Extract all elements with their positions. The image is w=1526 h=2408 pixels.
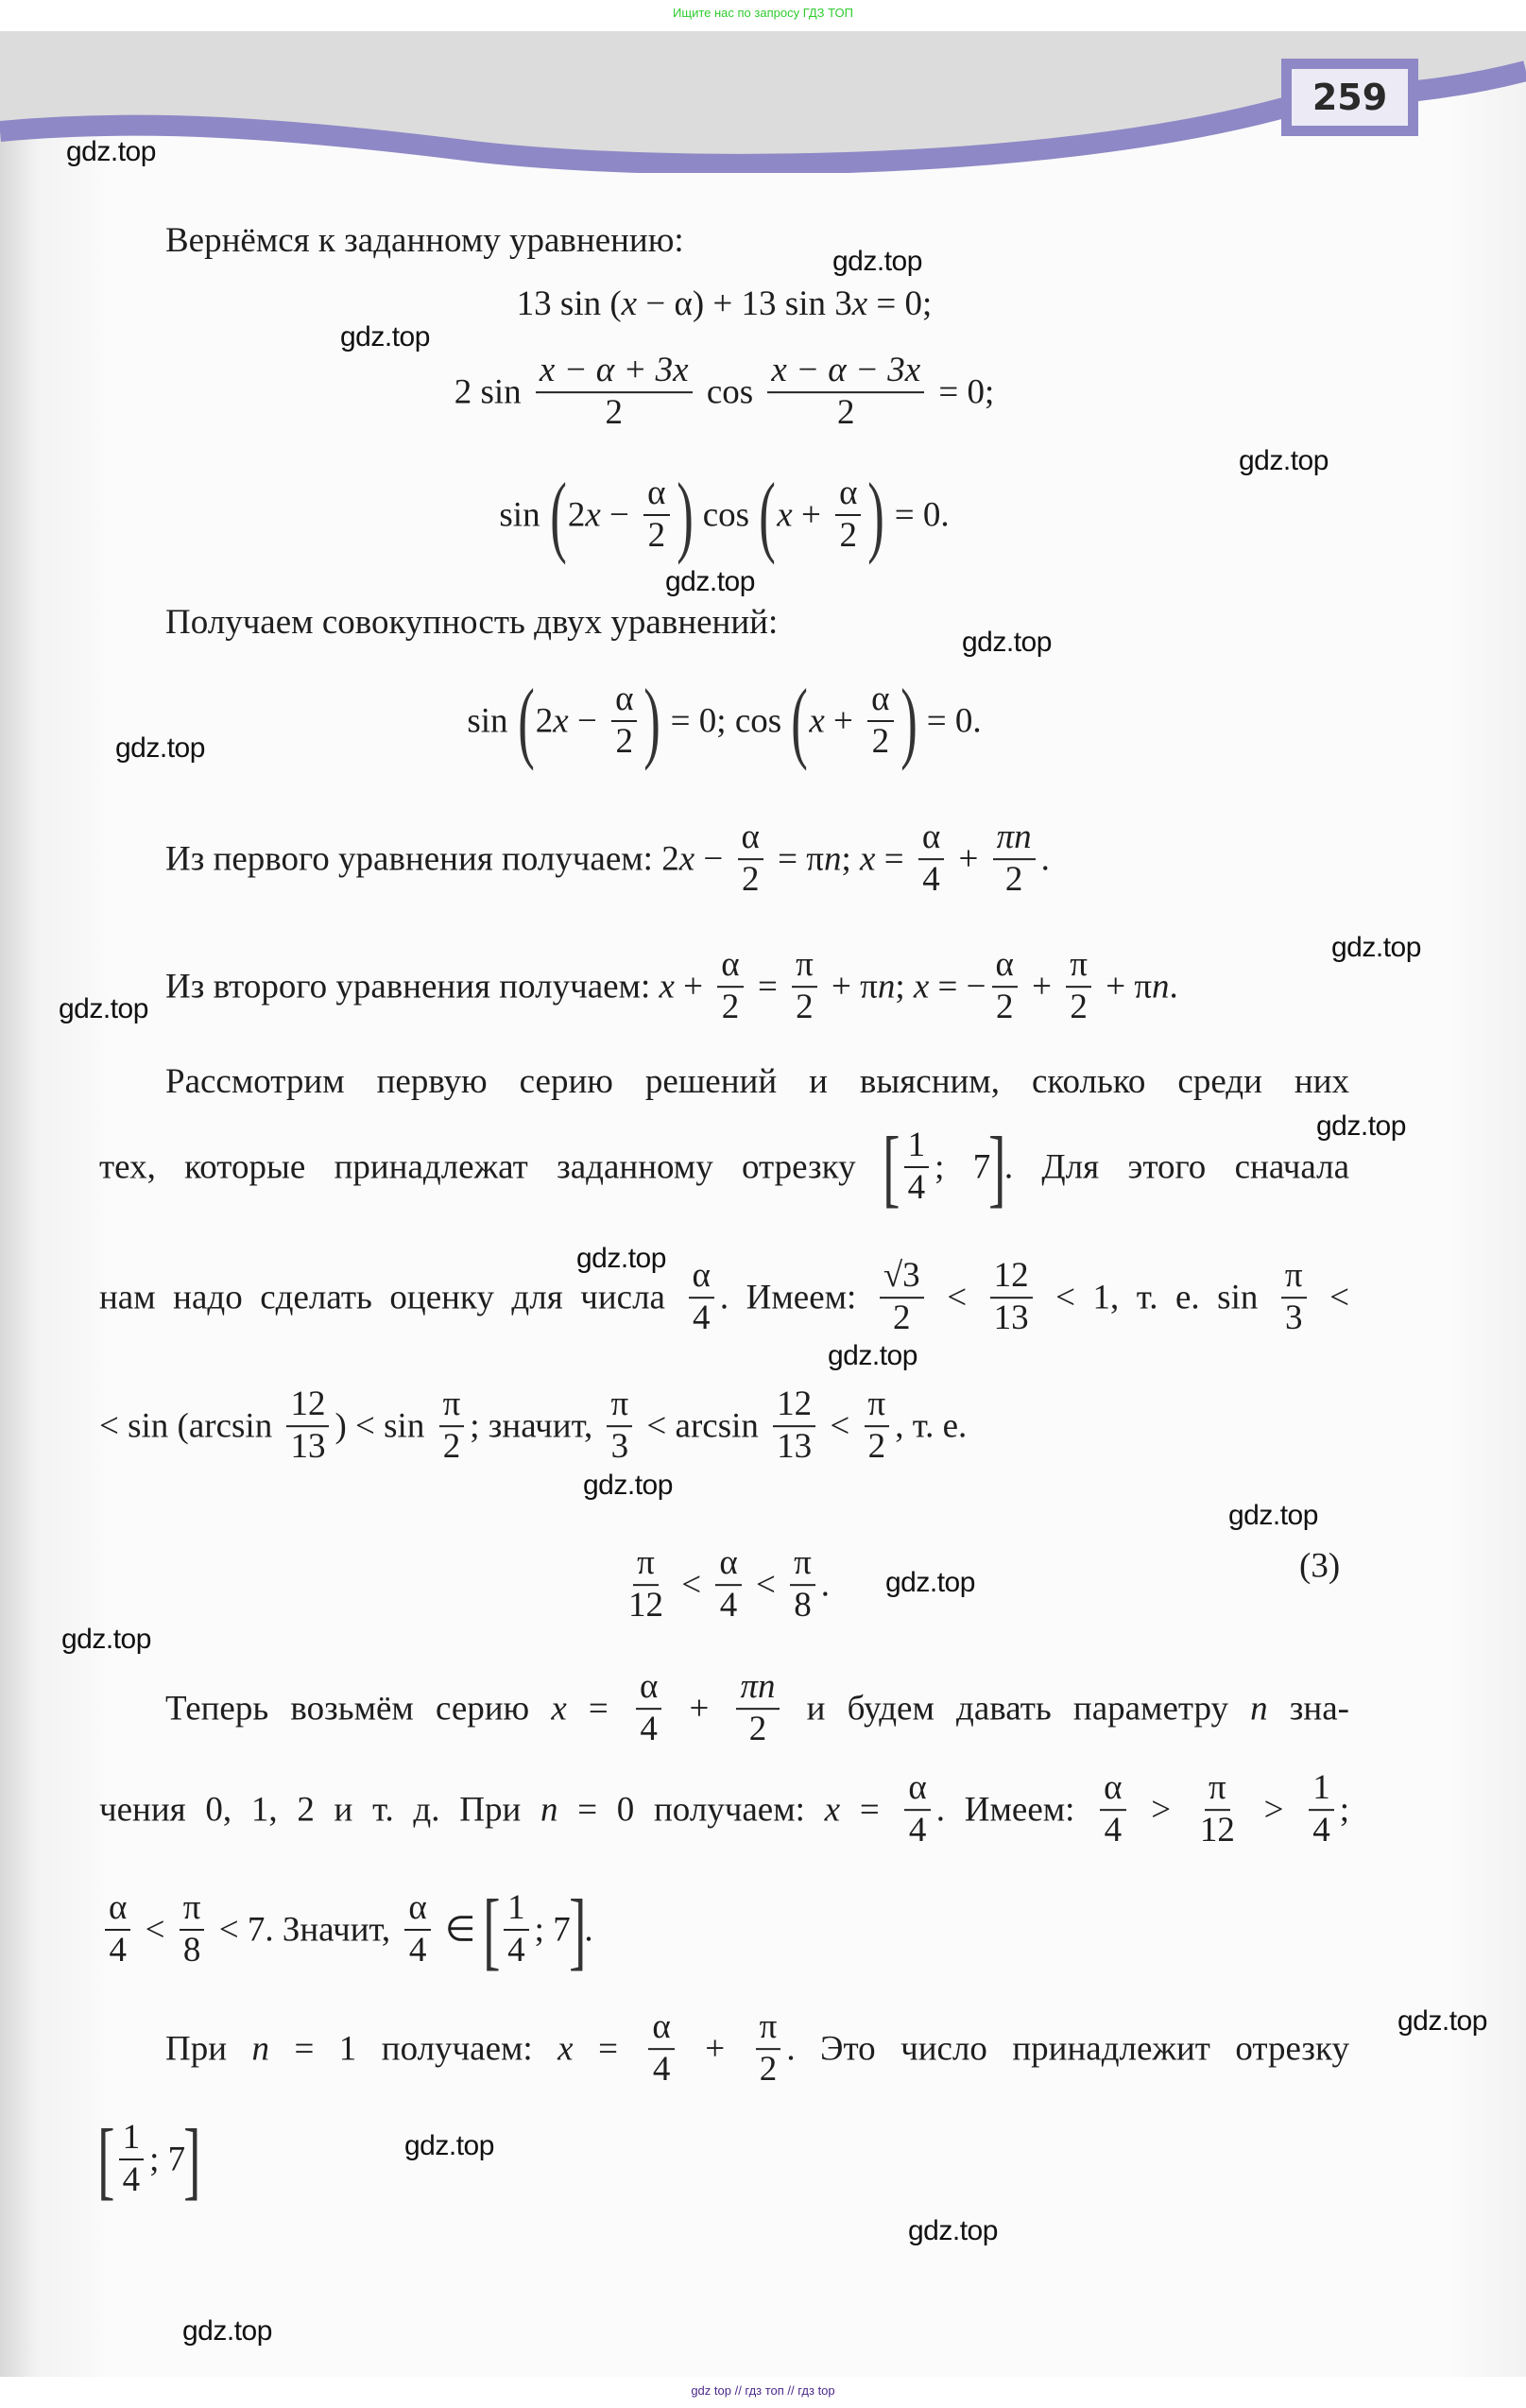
- fraction: [607, 1386, 632, 1466]
- text-run: −: [568, 701, 607, 741]
- watermark: gdz.top: [828, 1340, 917, 1371]
- math-variable: x: [621, 284, 638, 324]
- text-run: ; 7: [934, 1147, 991, 1187]
- denominator: 13: [993, 1299, 1029, 1337]
- text-run: +: [792, 495, 831, 535]
- text-run: Вернёмся к заданному уравнению:: [165, 221, 684, 261]
- fraction: [792, 947, 817, 1026]
- denominator: 4: [1312, 1811, 1330, 1849]
- denominator: 2: [442, 1427, 461, 1466]
- text-run: =: [840, 1790, 900, 1830]
- denominator: 2: [1070, 988, 1088, 1026]
- numerator: √3: [880, 1258, 924, 1299]
- fraction: [689, 1258, 714, 1337]
- watermark: gdz.top: [908, 2215, 998, 2246]
- numerator: 12: [286, 1386, 329, 1427]
- text-line: [97, 2111, 201, 2208]
- text-run: Получаем совокупность двух уравнений:: [165, 603, 779, 643]
- numerator: α: [904, 1770, 930, 1811]
- numerator: α: [715, 1545, 741, 1586]
- text-run: < 7. Значит,: [210, 1910, 400, 1950]
- denominator: 2: [837, 393, 855, 432]
- text-run: ) < sin: [334, 1406, 434, 1446]
- watermark: gdz.top: [182, 2315, 272, 2347]
- fraction: [773, 1386, 815, 1466]
- denominator: 2: [748, 1710, 767, 1748]
- math-variable: n: [251, 2029, 269, 2069]
- math-variable: n: [877, 967, 896, 1006]
- text-run: sin: [467, 701, 517, 741]
- denominator: 2: [1004, 860, 1023, 899]
- text-line: [165, 1669, 1349, 1748]
- fraction: [835, 475, 861, 555]
- text-run: = 0;: [930, 372, 995, 412]
- fraction: [504, 1890, 529, 1969]
- fraction: [993, 819, 1036, 899]
- numerator: π: [1205, 1770, 1230, 1811]
- watermark: gdz.top: [1397, 2005, 1487, 2037]
- text-line: [99, 1770, 1349, 1849]
- fraction: [439, 1386, 465, 1466]
- close-bracket: ): [643, 670, 661, 771]
- watermark: gdz.top: [61, 1624, 151, 1655]
- text-run: =: [566, 1689, 630, 1729]
- text-run: +: [667, 1689, 731, 1729]
- fraction: [736, 1669, 779, 1748]
- fraction: [1196, 1770, 1239, 1849]
- denominator: 3: [1284, 1299, 1303, 1337]
- denominator: 4: [652, 2050, 671, 2089]
- math-variable: x: [553, 701, 569, 741]
- watermark: gdz.top: [1228, 1500, 1318, 1531]
- denominator: 8: [794, 1586, 812, 1625]
- open-bracket: (: [759, 464, 777, 565]
- watermark: gdz.top: [1316, 1110, 1406, 1142]
- watermark: gdz.top: [59, 993, 148, 1024]
- text-run: =: [573, 2029, 643, 2069]
- close-bracket: ): [676, 464, 694, 565]
- numerator: α: [992, 947, 1018, 988]
- numerator: 1: [904, 1127, 930, 1168]
- text-run: <: [929, 1278, 985, 1317]
- numerator: π: [790, 1545, 815, 1586]
- numerator: α: [404, 1890, 430, 1931]
- text-run: . Имеем:: [935, 1790, 1095, 1830]
- numerator: α: [643, 475, 669, 516]
- numerator: π: [607, 1386, 632, 1427]
- numerator: 12: [990, 1258, 1033, 1299]
- text-line: [99, 1386, 967, 1466]
- text-run: + π: [822, 967, 878, 1006]
- numerator: α: [867, 681, 893, 722]
- denominator: 2: [867, 1427, 886, 1466]
- math-variable: n: [1152, 967, 1170, 1006]
- text-run: .: [1040, 839, 1050, 879]
- fraction: [1066, 947, 1091, 1026]
- text-run: <: [821, 1406, 859, 1446]
- text-line: [165, 220, 684, 261]
- text-run: тех, которые принадлежат заданному отрезку: [99, 1147, 884, 1187]
- watermark: gdz.top: [576, 1243, 666, 1274]
- text-run: ;: [895, 967, 914, 1006]
- text-run: .: [1169, 967, 1178, 1006]
- fraction: [904, 1770, 930, 1849]
- math-variable: x: [585, 495, 601, 535]
- text-run: +: [1022, 967, 1061, 1006]
- math-variable: x: [809, 701, 825, 741]
- numerator: 1: [504, 1890, 529, 1931]
- numerator: α: [738, 819, 763, 860]
- watermark: gdz.top: [115, 732, 205, 764]
- equation-number: (3): [1299, 1546, 1341, 1586]
- fraction: [286, 1386, 329, 1466]
- text-line: [165, 947, 1178, 1026]
- numerator: α: [105, 1890, 130, 1931]
- fraction: [1100, 1770, 1125, 1849]
- text-run: = −: [929, 967, 986, 1006]
- fraction: [790, 1545, 815, 1625]
- text-run: При: [165, 2029, 252, 2069]
- watermark: gdz.top: [404, 2130, 494, 2161]
- text-line: [165, 819, 1050, 899]
- denominator: 12: [1199, 1811, 1235, 1849]
- open-bracket: [: [883, 1119, 900, 1215]
- math-variable: x: [851, 284, 868, 324]
- page-number: 259: [1281, 59, 1418, 136]
- text-run: = 0 получаем:: [557, 1790, 825, 1830]
- open-bracket: (: [791, 670, 809, 771]
- denominator: 2: [796, 988, 814, 1026]
- text-line: [165, 602, 779, 643]
- math-variable: x: [777, 495, 793, 535]
- open-bracket: (: [550, 464, 567, 565]
- denominator: 4: [122, 2160, 141, 2199]
- numerator: π: [1281, 1258, 1307, 1299]
- fraction: [867, 681, 893, 761]
- text-run: = 0;: [867, 284, 933, 324]
- fraction: [1309, 1770, 1334, 1849]
- denominator: 2: [839, 516, 858, 555]
- text-run: 2: [535, 701, 554, 741]
- numerator: π: [439, 1386, 465, 1427]
- text-run: < arcsin: [638, 1406, 768, 1446]
- text-run: + π: [1096, 967, 1153, 1006]
- watermark: gdz.top: [832, 246, 922, 277]
- denominator: 2: [995, 988, 1014, 1026]
- denominator: 2: [893, 1299, 911, 1337]
- text-run: −: [600, 495, 639, 535]
- numerator: α: [648, 2009, 674, 2050]
- text-run: нам надо сделать оценку для числа: [99, 1278, 683, 1317]
- text-run: <: [672, 1565, 711, 1605]
- numerator: π: [180, 1890, 205, 1931]
- text-run: Рассмотрим первую серию решений и выясним, сколько среди них: [165, 1062, 1349, 1102]
- fraction: [105, 1890, 130, 1969]
- text-line: [0, 464, 1449, 565]
- fraction: [880, 1258, 924, 1337]
- text-run: чения 0, 1, 2 и т. д. При: [99, 1790, 540, 1830]
- text-run: cos: [697, 372, 763, 412]
- close-bracket: ]: [183, 2111, 201, 2208]
- denominator: 2: [615, 722, 633, 761]
- fraction: [717, 947, 743, 1026]
- text-run: .: [584, 1910, 593, 1950]
- watermark: gdz.top: [1239, 445, 1329, 476]
- text-run: <: [136, 1910, 174, 1950]
- fraction: [865, 1386, 890, 1466]
- denominator: 4: [507, 1931, 525, 1969]
- text-run: 2 sin: [454, 372, 530, 412]
- text-line: [99, 1119, 1350, 1215]
- text-run: +: [674, 967, 712, 1006]
- close-bracket: ): [900, 670, 917, 771]
- numerator: x − α − 3x: [767, 353, 924, 393]
- numerator: α: [918, 819, 944, 860]
- denominator: 2: [741, 860, 760, 899]
- text-run: , т. е.: [895, 1406, 968, 1446]
- text-run: ; 7: [149, 2140, 186, 2179]
- numerator: α: [689, 1258, 714, 1299]
- denominator: 2: [759, 2050, 778, 2089]
- math-variable: n: [540, 1790, 558, 1830]
- text-run: sin: [499, 495, 549, 535]
- text-run: +: [950, 839, 987, 879]
- text-line: [165, 1061, 1349, 1102]
- text-run: = 0.: [885, 495, 950, 535]
- text-run: 2: [567, 495, 586, 535]
- watermark: gdz.top: [340, 321, 430, 353]
- math-variable: n: [823, 839, 842, 879]
- numerator: 12: [773, 1386, 815, 1427]
- text-run: <: [1312, 1278, 1349, 1317]
- denominator: 2: [721, 988, 740, 1026]
- text-run: >: [1243, 1790, 1304, 1830]
- denominator: 4: [922, 860, 940, 899]
- open-bracket: (: [517, 670, 535, 771]
- fraction: [756, 2009, 781, 2089]
- close-bracket: ]: [568, 1882, 587, 1978]
- fraction: [767, 353, 924, 432]
- text-run: ∈: [436, 1910, 485, 1950]
- text-run: .: [820, 1565, 831, 1605]
- text-run: ; значит,: [470, 1406, 602, 1446]
- denominator: 4: [408, 1931, 427, 1969]
- text-line: [0, 284, 1449, 324]
- text-run: = 0; cos: [661, 701, 791, 741]
- math-variable: x: [824, 1790, 841, 1830]
- fraction: [611, 681, 637, 761]
- fraction: [119, 2120, 145, 2199]
- numerator: πn: [993, 819, 1036, 860]
- numerator: π: [792, 947, 817, 988]
- text-run: Из второго уравнения получаем:: [165, 967, 660, 1006]
- denominator: 2: [647, 516, 666, 555]
- denominator: 4: [719, 1586, 738, 1625]
- numerator: π: [633, 1545, 659, 1586]
- text-run: +: [679, 2029, 750, 2069]
- denominator: 13: [777, 1427, 813, 1466]
- top-banner: Ищите нас по запросу ГДЗ ТОП: [673, 6, 853, 20]
- text-line: [165, 2009, 1349, 2089]
- text-run: <: [746, 1565, 785, 1605]
- denominator: 4: [1104, 1811, 1123, 1849]
- numerator: 1: [119, 2120, 145, 2160]
- text-run: ;: [841, 839, 860, 879]
- math-variable: x: [551, 1689, 567, 1729]
- text-run: . Имеем:: [719, 1278, 874, 1317]
- numerator: α: [611, 681, 637, 722]
- text-run: зна-: [1267, 1689, 1349, 1729]
- text-run: . Это число принадлежит отрезку: [786, 2029, 1349, 2069]
- open-bracket: [: [482, 1882, 501, 1978]
- fraction: [738, 819, 763, 899]
- fraction: [904, 1127, 930, 1207]
- denominator: 12: [627, 1586, 663, 1625]
- fraction: [715, 1545, 741, 1625]
- denominator: 4: [692, 1299, 711, 1337]
- numerator: α: [835, 475, 861, 516]
- bottom-banner: gdz top // гдз топ // гдз top: [691, 2383, 835, 2398]
- text-run: − α) + 13 sin 3: [637, 284, 852, 324]
- watermark: gdz.top: [885, 1567, 975, 1598]
- numerator: α: [1100, 1770, 1125, 1811]
- fraction: [536, 353, 693, 432]
- text-run: Из первого уравнения получаем: 2: [165, 839, 679, 879]
- denominator: 4: [907, 1168, 926, 1207]
- fraction: [180, 1890, 205, 1969]
- text-run: 13 sin (: [516, 284, 622, 324]
- text-run: < 1, т. е. sin: [1037, 1278, 1276, 1317]
- fraction: [648, 2009, 674, 2089]
- text-line: [0, 1545, 1449, 1625]
- fraction: [990, 1258, 1033, 1337]
- close-bracket: ]: [988, 1119, 1006, 1215]
- watermark: gdz.top: [1331, 932, 1421, 963]
- text-run: +: [824, 701, 863, 741]
- text-run: . Для этого сначала: [1003, 1147, 1350, 1187]
- text-run: −: [694, 839, 732, 879]
- watermark: gdz.top: [66, 136, 156, 167]
- open-bracket: [: [97, 2111, 115, 2208]
- denominator: 3: [610, 1427, 629, 1466]
- text-run: = 0.: [917, 701, 982, 741]
- text-line: [99, 1882, 593, 1978]
- fraction: [404, 1890, 430, 1969]
- denominator: 4: [109, 1931, 127, 1969]
- text-run: =: [748, 967, 787, 1006]
- denominator: 2: [871, 722, 890, 761]
- denominator: 4: [640, 1710, 658, 1748]
- math-variable: x: [678, 839, 695, 879]
- text-run: и будем давать параметру: [784, 1689, 1251, 1729]
- text-run: Теперь возьмём серию: [165, 1689, 552, 1729]
- numerator: π: [756, 2009, 781, 2050]
- denominator: 13: [290, 1427, 326, 1466]
- fraction: [992, 947, 1018, 1026]
- math-variable: x: [659, 967, 675, 1006]
- fraction: [1281, 1258, 1307, 1337]
- math-variable: x: [557, 2029, 574, 2069]
- denominator: 4: [908, 1811, 927, 1849]
- fraction: [625, 1545, 667, 1625]
- numerator: πn: [736, 1669, 779, 1710]
- denominator: 8: [182, 1931, 201, 1969]
- numerator: 1: [1309, 1770, 1334, 1811]
- numerator: α: [717, 947, 743, 988]
- text-run: =: [875, 839, 913, 879]
- close-bracket: ): [867, 464, 885, 565]
- numerator: α: [636, 1669, 661, 1710]
- text-line: [0, 353, 1449, 432]
- fraction: [643, 475, 669, 555]
- text-run: cos: [694, 495, 759, 535]
- watermark: gdz.top: [583, 1470, 673, 1501]
- math-variable: n: [1250, 1689, 1268, 1729]
- watermark: gdz.top: [962, 627, 1052, 658]
- numerator: π: [1066, 947, 1091, 988]
- text-run: ;: [1339, 1790, 1349, 1830]
- math-variable: x: [913, 967, 930, 1006]
- math-variable: x: [860, 839, 876, 879]
- numerator: x − α + 3x: [536, 353, 693, 393]
- text-run: = π: [768, 839, 824, 879]
- numerator: π: [865, 1386, 890, 1427]
- text-run: = 1 получаем:: [269, 2029, 558, 2069]
- text-line: [0, 670, 1449, 771]
- watermark: gdz.top: [665, 566, 755, 597]
- text-run: >: [1131, 1790, 1191, 1830]
- fraction: [636, 1669, 661, 1748]
- text-run: ; 7: [534, 1910, 571, 1950]
- text-run: < sin (arcsin: [99, 1406, 282, 1446]
- text-line: [99, 1258, 1349, 1337]
- fraction: [918, 819, 944, 899]
- denominator: 2: [605, 393, 623, 432]
